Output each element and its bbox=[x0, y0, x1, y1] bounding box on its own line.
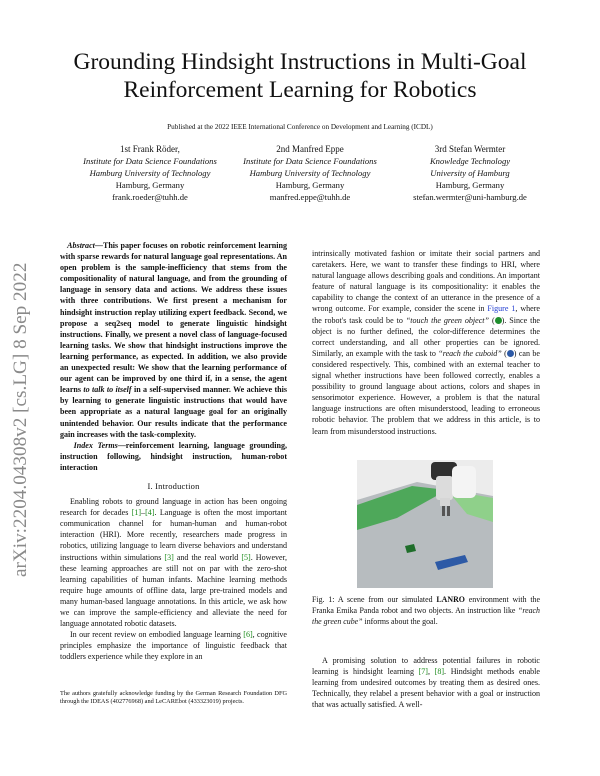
env-name: LANRO bbox=[436, 595, 465, 604]
abstract bbox=[60, 240, 287, 440]
text: . Language is often the most important communication channel for human-human and human-robot interaction (HRI). More recently, researchers made progress in robotics, utilizing language to learn diverse behaviors and understand instructions within simulations bbox=[60, 508, 288, 562]
text: , where the robot's task could be to bbox=[312, 304, 540, 325]
author-affiliation: Institute for Data Science Foundations bbox=[243, 156, 377, 166]
text: and the real world bbox=[173, 552, 242, 562]
text: In our recent review on embodied language learning bbox=[70, 630, 244, 640]
quoted-instruction: “touch the green object” bbox=[405, 315, 490, 325]
citation-link[interactable]: [4] bbox=[145, 508, 155, 518]
abstract-label: Abstract bbox=[67, 241, 95, 250]
text: Enabling robots to ground language in action has been ongoing research for decades bbox=[60, 497, 287, 518]
author-1 bbox=[70, 143, 230, 203]
author-email: frank.roeder@tuhh.de bbox=[112, 192, 188, 202]
quoted-instruction: “reach the cuboid” bbox=[438, 348, 502, 358]
author-location: Hamburg, Germany bbox=[115, 180, 185, 190]
author-location: Hamburg, Germany bbox=[435, 180, 505, 190]
text: . Since the object is no further defined, the color-difference determines the correct understanding, and all other properties can be ignored. Similarly, an example with the task to bbox=[312, 315, 540, 358]
author-block bbox=[70, 143, 550, 203]
paragraph: intrinsically motivated fashion or imitate their social partners and caretakers. Here, we want to transfer these findings to HRI, where natural language allows describing goals and conditions. An important feature of natural language is its compositionality: it enables the capability to change the context of an utterance in the presence of a wrong outcome. For example, consider the scene in Figure 1, where the robot's task could be to “touch the green object” ( ). Since the object is no further defined, the color-difference determines the correct understanding, and all other properties can be ignored. Similarly, an example with the task to “reach the cuboid” ( ) can be considered respectively. This, combined with an external teacher to signal whether instructions have been followed correctly, enables a possibility to ground language about actions, colors and shapes in sensorimotor experience. However, a problem is that the natural language instructions are often misunderstood, leading to erroneous robotic behavior. The problem that we address in this article, is to learn from misunderstood instructions. bbox=[312, 249, 540, 436]
paragraph bbox=[60, 629, 287, 662]
author-name: 1st Frank Röder, bbox=[120, 144, 180, 154]
blue-cuboid-icon bbox=[507, 350, 514, 357]
text: can be considered respectively. This, combined with an external teacher to signal whether instructions have been followed correctly, enables a possibility to ground language about actions, colors and shapes in sensorimotor experience. However, a problem is that the natural language instructions are often misunderstood, leading to erroneous robotic behavior. The problem that we address in this article, is to learn from misunderstood instructions. bbox=[312, 348, 540, 436]
footnote: The authors gratefully acknowledge funding by the German Research Foundation DFG through the IDEAS (402776968) and LeCAREbot (433323019) projects. bbox=[60, 690, 287, 706]
citation-link[interactable]: [3] bbox=[164, 552, 174, 562]
author-2 bbox=[230, 143, 390, 203]
publication-note: Published at the 2022 IEEE International Conference on Development and Learning (ICDL) bbox=[167, 123, 433, 131]
author-affiliation: Hamburg University of Technology bbox=[249, 168, 371, 178]
text: . Hindsight methods enable learning from undesired outcomes by treating them as desired ones. Technically, they relabel a present behavior with a goal or instruction that was actually satisfied. A well- bbox=[312, 667, 540, 710]
text: Fig. 1: A scene from our simulated bbox=[312, 595, 437, 604]
quoted-instruction: “reach the green cube” bbox=[312, 606, 540, 626]
text: environment with the Franka Emika Panda robot and two objects. An instruction like bbox=[312, 595, 540, 615]
citation-link[interactable]: [7] bbox=[418, 667, 428, 677]
figure-1-robot-scene bbox=[357, 460, 493, 588]
paper-title bbox=[60, 48, 540, 104]
index-terms bbox=[60, 440, 287, 473]
author-email: manfred.eppe@tuhh.de bbox=[269, 192, 351, 202]
title-line-2: Reinforcement Learning for Robotics bbox=[123, 77, 477, 103]
author-email: stefan.wermter@uni-hamburg.de bbox=[413, 192, 527, 202]
right-column-lower bbox=[312, 655, 540, 710]
abstract-text: —This paper focuses on robotic reinforcement learning with sparse rewards for natural language goal representations. An open problem is the sample-inefficiency that stems from the compositionality of natural language, and from the grounding of language in sensory data and actions. We address these issues with three contributions. We first present a mechanism for hindsight instruction replay utilizing expert feedback. Second, we propose a seq2seq model to generate linguistic hindsight instructions. Finally, we present a novel class of language-focused learning tasks. We show that hindsight instructions improve the learning performance, as expected. In addition, we also provide an unexpected result: We show that the learning performance of our agent can be improved by one third if, in a sense, the agent learns bbox=[60, 241, 287, 395]
arxiv-id: arXiv:2204.04308v2 [cs.LG] 8 Sep 2022 bbox=[10, 262, 31, 577]
abstract-emphasis: to talk to itself bbox=[83, 385, 132, 395]
figure-caption bbox=[312, 594, 540, 627]
index-terms-label: Index Terms bbox=[73, 440, 118, 450]
text: . However, these learning approaches are still not on par with the zero-shot learning capabilities of human infants. Machine learning methods require huge amounts of offline data, large pre-trained models and many human-based language annotations. In this article, we ask how we can improve the sample-efficiency and alleviate the need for language annotated robotic datasets. bbox=[60, 552, 287, 629]
abstract-text: in a self-supervised manner. We achieve this by learning to generate linguistic instructions that would have been appropriate as a natural language goal for an originally unintended behavior. Our results indicate that the performance gain increases with the task-complexity. bbox=[60, 385, 287, 439]
arxiv-stamp bbox=[2, 205, 36, 580]
author-affiliation: University of Hamburg bbox=[430, 168, 510, 178]
citation-link[interactable]: [8] bbox=[434, 667, 445, 677]
right-column bbox=[312, 248, 540, 437]
paragraph bbox=[60, 496, 287, 629]
left-column bbox=[60, 240, 287, 662]
citation-link[interactable]: [5] bbox=[241, 552, 251, 562]
index-terms-text: —reinforcement learning, language grounding, instruction following, hindsight instruction, human-robot interaction bbox=[60, 440, 287, 472]
author-name: 2nd Manfred Eppe bbox=[276, 144, 344, 154]
text: intrinsically motivated fashion or imitate their social partners and caretakers. Here, we want to transfer these findings to HRI, where natural language allows describing goals and conditions. An important feature of natural language is its compositionality: it enables the capability to change the context of an utterance in the presence of a wrong outcome. For example, consider the scene in bbox=[312, 249, 540, 314]
citation-link[interactable]: [1] bbox=[131, 508, 142, 518]
text: , cognitive principles emphasize the importance of linguistic feedback that toddlers experience while they explore in an bbox=[60, 630, 287, 662]
text: – bbox=[141, 508, 146, 518]
author-affiliation: Knowledge Technology bbox=[429, 156, 511, 166]
figure-link[interactable]: Figure 1 bbox=[487, 304, 516, 314]
author-location: Hamburg, Germany bbox=[275, 180, 345, 190]
author-affiliation: Institute for Data Science Foundations bbox=[83, 156, 217, 166]
section-heading: I. Introduction bbox=[147, 480, 200, 491]
title-line-1: Grounding Hindsight Instructions in Multi-Goal bbox=[73, 49, 527, 75]
citation-link[interactable]: [6] bbox=[243, 630, 253, 640]
author-affiliation: Hamburg University of Technology bbox=[89, 168, 211, 178]
text: A promising solution to address potential failures in robotic learning is hindsight learning bbox=[312, 656, 540, 677]
green-cube-icon bbox=[495, 317, 502, 324]
author-3 bbox=[390, 143, 550, 203]
author-name: 3rd Stefan Wermter bbox=[434, 144, 506, 154]
text: , bbox=[428, 667, 435, 677]
paragraph bbox=[312, 655, 540, 710]
text: informs about the goal. bbox=[362, 617, 438, 626]
